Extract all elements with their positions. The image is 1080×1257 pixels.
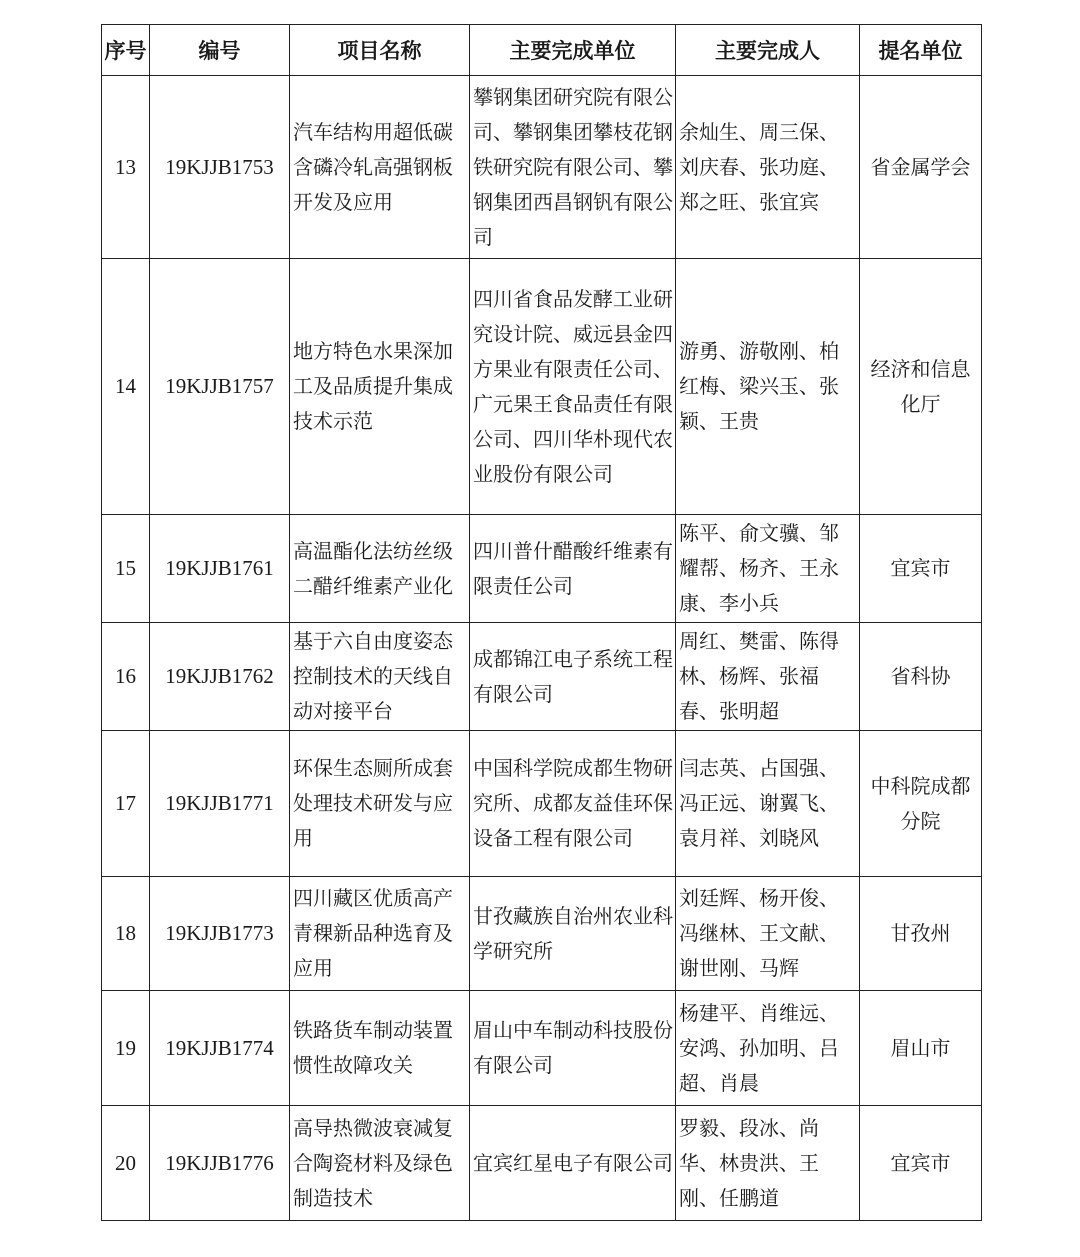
cell-nominator: 省金属学会: [860, 76, 982, 259]
header-main-unit: 主要完成单位: [470, 25, 676, 76]
cell-main-people: 陈平、俞文骥、邹耀帮、杨齐、王永康、李小兵: [676, 515, 860, 623]
cell-code: 19KJJB1757: [150, 259, 290, 515]
cell-project-name: 基于六自由度姿态控制技术的天线自动对接平台: [290, 623, 470, 731]
cell-main-unit: 四川普什醋酸纤维素有限责任公司: [470, 515, 676, 623]
cell-main-people: 余灿生、周三保、刘庆春、张功庭、郑之旺、张宜宾: [676, 76, 860, 259]
cell-nominator: 经济和信息化厅: [860, 259, 982, 515]
cell-code: 19KJJB1776: [150, 1106, 290, 1221]
cell-code: 19KJJB1762: [150, 623, 290, 731]
cell-project-name: 四川藏区优质高产青稞新品种选育及应用: [290, 877, 470, 991]
table-row: [102, 623, 982, 731]
cell-nominator: 眉山市: [860, 991, 982, 1106]
cell-index: 14: [102, 259, 150, 515]
table-header-row: [102, 25, 982, 76]
cell-index: 19: [102, 991, 150, 1106]
cell-code: 19KJJB1773: [150, 877, 290, 991]
cell-code: 19KJJB1753: [150, 76, 290, 259]
cell-code: 19KJJB1774: [150, 991, 290, 1106]
cell-index: 13: [102, 76, 150, 259]
cell-index: 15: [102, 515, 150, 623]
cell-main-people: 杨建平、肖维远、安鸿、孙加明、吕超、肖晨: [676, 991, 860, 1106]
cell-main-people: 罗毅、段冰、尚华、林贵洪、王刚、任鹏道: [676, 1106, 860, 1221]
header-nominator: 提名单位: [860, 25, 982, 76]
cell-project-name: 环保生态厕所成套处理技术研发与应用: [290, 731, 470, 877]
table-row: [102, 76, 982, 259]
cell-nominator: 省科协: [860, 623, 982, 731]
cell-index: 16: [102, 623, 150, 731]
table-row: [102, 877, 982, 991]
cell-main-unit: 中国科学院成都生物研究所、成都友益佳环保设备工程有限公司: [470, 731, 676, 877]
cell-nominator: 宜宾市: [860, 1106, 982, 1221]
award-project-table: [101, 24, 982, 1221]
table-row: [102, 1106, 982, 1221]
table-row: [102, 259, 982, 515]
cell-main-unit: 宜宾红星电子有限公司: [470, 1106, 676, 1221]
cell-project-name: 汽车结构用超低碳含磷冷轧高强钢板开发及应用: [290, 76, 470, 259]
cell-main-unit: 攀钢集团研究院有限公司、攀钢集团攀枝花钢铁研究院有限公司、攀钢集团西昌钢钒有限公司: [470, 76, 676, 259]
cell-project-name: 高导热微波衰减复合陶瓷材料及绿色制造技术: [290, 1106, 470, 1221]
table-row: [102, 731, 982, 877]
cell-index: 18: [102, 877, 150, 991]
cell-nominator: 宜宾市: [860, 515, 982, 623]
cell-main-people: 刘廷辉、杨开俊、冯继林、王文献、谢世刚、马辉: [676, 877, 860, 991]
cell-main-people: 周红、樊雷、陈得林、杨辉、张福春、张明超: [676, 623, 860, 731]
cell-main-people: 闫志英、占国强、冯正远、谢翼飞、袁月祥、刘晓风: [676, 731, 860, 877]
header-project-name: 项目名称: [290, 25, 470, 76]
header-code: 编号: [150, 25, 290, 76]
cell-project-name: 地方特色水果深加工及品质提升集成技术示范: [290, 259, 470, 515]
cell-code: 19KJJB1771: [150, 731, 290, 877]
cell-index: 17: [102, 731, 150, 877]
table-row: [102, 515, 982, 623]
cell-code: 19KJJB1761: [150, 515, 290, 623]
cell-index: 20: [102, 1106, 150, 1221]
cell-main-unit: 甘孜藏族自治州农业科学研究所: [470, 877, 676, 991]
cell-project-name: 高温酯化法纺丝级二醋纤维素产业化: [290, 515, 470, 623]
header-main-people: 主要完成人: [676, 25, 860, 76]
cell-project-name: 铁路货车制动装置惯性故障攻关: [290, 991, 470, 1106]
cell-nominator: 中科院成都分院: [860, 731, 982, 877]
award-table-page: [101, 24, 981, 1221]
cell-main-unit: 眉山中车制动科技股份有限公司: [470, 991, 676, 1106]
cell-main-unit: 四川省食品发酵工业研究设计院、威远县金四方果业有限责任公司、广元果王食品责任有限公司、四川华朴现代农业股份有限公司: [470, 259, 676, 515]
header-index: 序号: [102, 25, 150, 76]
cell-nominator: 甘孜州: [860, 877, 982, 991]
table-row: [102, 991, 982, 1106]
cell-main-people: 游勇、游敬刚、柏红梅、梁兴玉、张颖、王贵: [676, 259, 860, 515]
cell-main-unit: 成都锦江电子系统工程有限公司: [470, 623, 676, 731]
